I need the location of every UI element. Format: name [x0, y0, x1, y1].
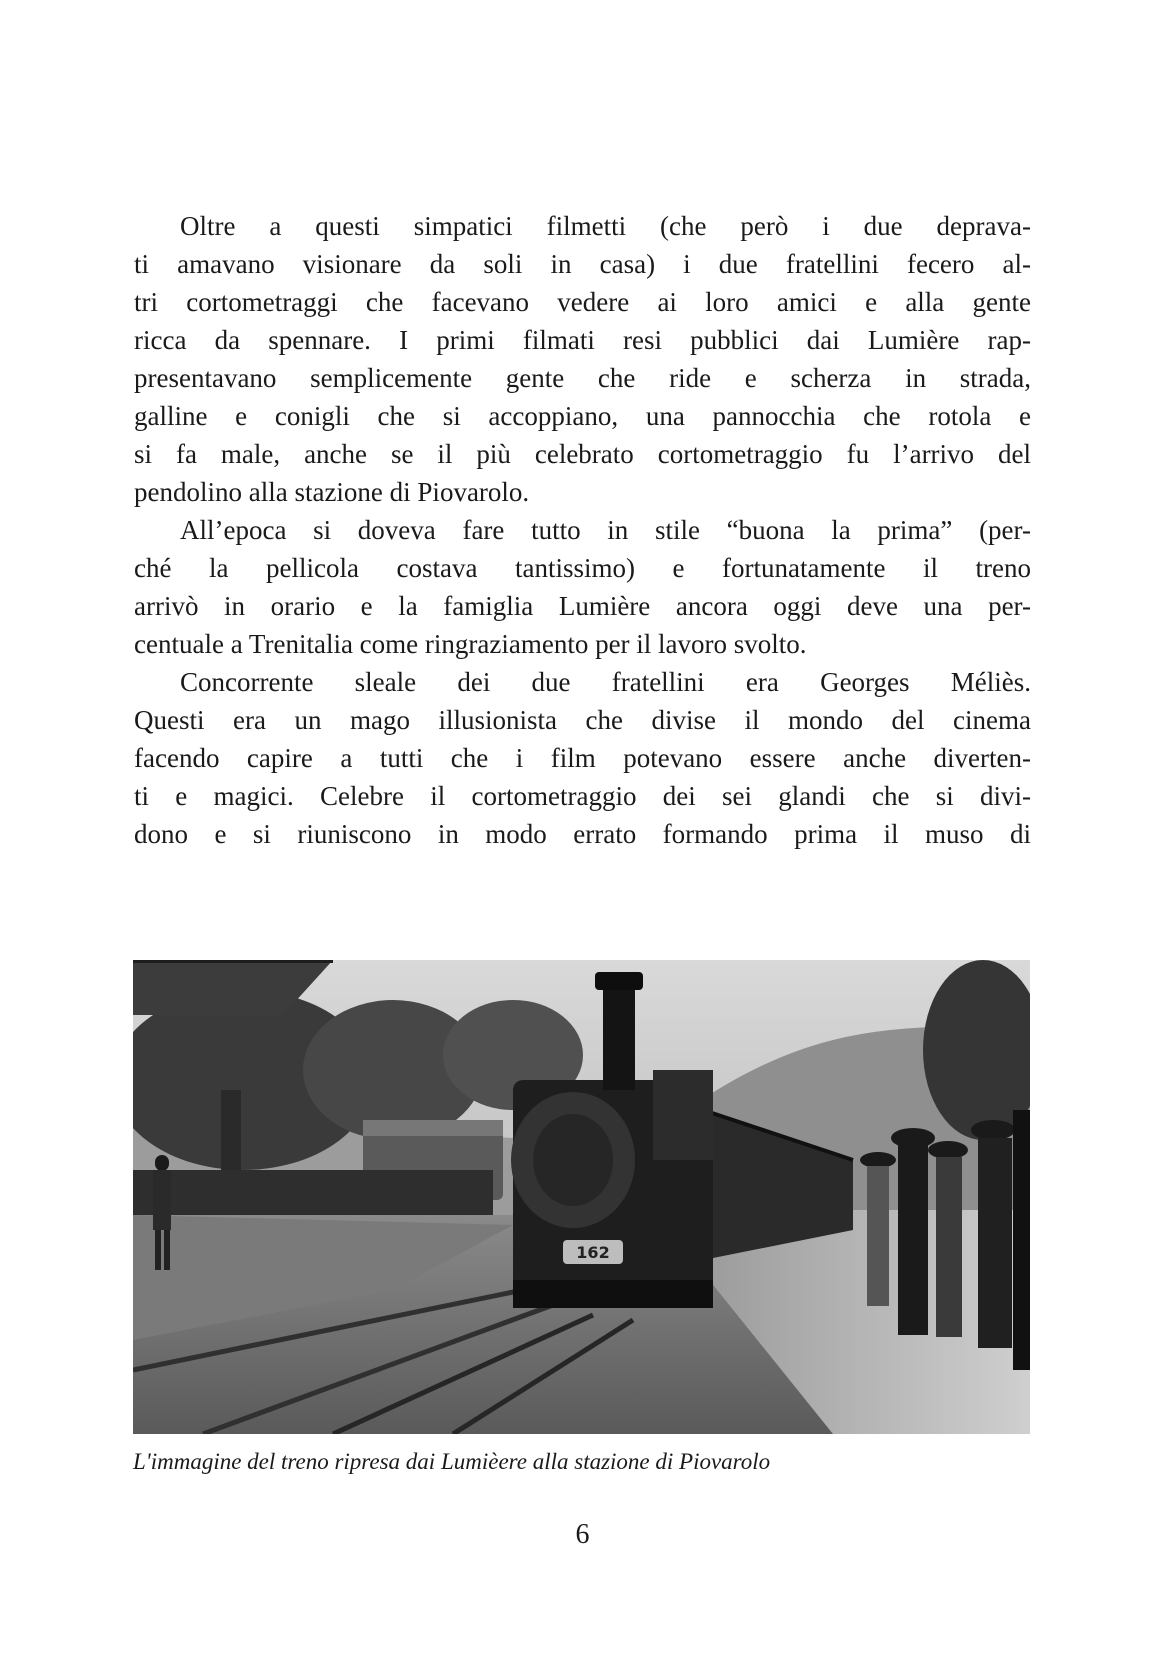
text-line: Questi era un mago illusionista che divise il mondo del cinema	[134, 705, 1031, 735]
paragraph-3	[134, 663, 1031, 853]
text-line: ché la pellicola costava tantissimo) e fortunatamente il treno	[134, 553, 1031, 583]
locomotive-number: 162	[576, 1243, 610, 1262]
text-line: Oltre a questi simpatici filmetti (che però i due deprava-	[180, 211, 1031, 241]
text-line: pendolino alla stazione di Piovarolo.	[134, 477, 530, 507]
text-line: All’epoca si doveva fare tutto in stile “buona la prima” (per-	[180, 515, 1031, 545]
text-line: ti amavano visionare da soli in casa) i due fratellini fecero al-	[134, 249, 1031, 279]
body-text	[134, 207, 1031, 853]
text-line: arrivò in orario e la famiglia Lumière ancora oggi deve una per-	[134, 591, 1031, 621]
figure-caption: L'immagine del treno ripresa dai Lumièere alla stazione di Piovarolo	[133, 1449, 771, 1474]
text-line: presentavano semplicemente gente che ride e scherza in strada,	[134, 363, 1031, 393]
text-line: ti e magici. Celebre il cortometraggio dei sei glandi che si divi-	[134, 781, 1031, 811]
text-line: Concorrente sleale dei due fratellini era Georges Méliès.	[180, 667, 1031, 697]
page-number: 6	[575, 1519, 590, 1550]
paragraph-1	[134, 207, 1031, 511]
train-photo	[133, 960, 1030, 1434]
text-line: dono e si riuniscono in modo errato formando prima il muso di	[134, 819, 1031, 849]
text-line: tri cortometraggi che facevano vedere ai loro amici e alla gente	[134, 287, 1031, 317]
text-line: facendo capire a tutti che i film potevano essere anche diverten-	[134, 743, 1031, 773]
text-line: galline e conigli che si accoppiano, una pannocchia che rotola e	[134, 401, 1031, 431]
text-line: ricca da spennare. I primi filmati resi pubblici dai Lumière rap-	[134, 325, 1031, 355]
text-line: centuale a Trenitalia come ringraziamento per il lavoro svolto.	[134, 629, 807, 659]
paragraph-2	[134, 511, 1031, 663]
text-line: si fa male, anche se il più celebrato cortometraggio fu l’arrivo del	[134, 439, 1031, 469]
